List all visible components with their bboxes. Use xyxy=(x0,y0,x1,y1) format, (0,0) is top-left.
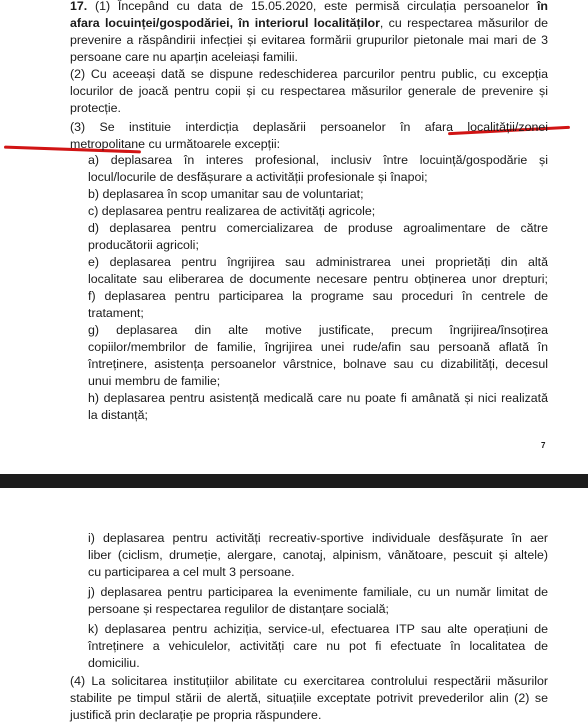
page2-line xyxy=(88,655,140,672)
page1-line xyxy=(70,136,280,153)
text-run: h) deplasarea pentru asistență medicală care nu poate fi amânată și nici realizată xyxy=(88,391,548,405)
text-run: întreținere a vehiculelor, activități care nu pot fi efectuate în localitatea de xyxy=(88,639,548,653)
page1-line xyxy=(88,373,220,390)
text-run: întreținere, asistența persoanelor vârstnice, bolnave sau cu dizabilități, decesul xyxy=(88,357,548,371)
text-run: localitate sau eliberarea de documente necesare pentru obținerea unor drepturi; xyxy=(88,272,548,286)
text-run: la distanță; xyxy=(88,408,148,422)
text-run: tratament; xyxy=(88,306,144,320)
page1-line xyxy=(70,49,298,66)
page1-line xyxy=(70,83,548,117)
text-run: (2) Cu aceeași dată se dispune redeschiderea parcurilor pentru public, cu excepția xyxy=(70,67,548,81)
text-run: persoane și respectarea regulilor de distanțare socială; xyxy=(88,602,389,616)
text-run: prevenire a răspândirii infecției și evitarea formării grupurilor pietonale mai mari de 3 xyxy=(70,33,548,47)
page1-line xyxy=(88,407,148,424)
page2-line xyxy=(88,601,389,618)
page-separator xyxy=(0,474,588,488)
page1-line xyxy=(88,186,364,203)
page2-line xyxy=(88,638,548,672)
text-run: copiilor/membrilor de familie, îngrijirea unei rude/afin sau persoană aflată în xyxy=(88,340,548,354)
text-run: stabilite pe timpul stării de alertă, situațiile exceptate potrivit prevederilor alin (2) se xyxy=(70,691,548,705)
text-run: k) deplasarea pentru achiziția, service-ul, efectuarea ITP sau alte operațiuni de xyxy=(88,622,548,636)
text-run: , cu respectarea măsurilor de xyxy=(379,16,548,30)
text-run: producătorii agricoli; xyxy=(88,238,199,252)
bold-run: afara locuinței/gospodăriei, în interiorul localităților xyxy=(70,16,380,30)
page1-line xyxy=(70,100,121,117)
text-run: cu participarea a cel mult 3 persoane. xyxy=(88,565,295,579)
text-run: protecție. xyxy=(70,101,121,115)
text-run: persoane care nu aparțin aceleiași familii. xyxy=(70,50,298,64)
text-run: locurilor de joacă pentru copii și cu respectarea măsurilor generale de prevenire și xyxy=(70,84,548,98)
text-run: e) deplasarea pentru îngrijirea sau administrarea unei proprietăți din altă xyxy=(88,255,548,269)
page1-line xyxy=(88,237,199,254)
text-run: metropolitane cu următoarele excepții: xyxy=(70,137,281,151)
page1-line xyxy=(88,203,375,220)
text-run: (3) Se instituie interdicția deplasării persoanelor în afara localității/zonei xyxy=(70,120,548,134)
text-run: d) deplasarea pentru comercializarea de produse agroalimentare de către xyxy=(88,221,548,235)
page1-line xyxy=(88,305,144,322)
page1-line xyxy=(88,169,428,186)
text-run: a) deplasarea în interes profesional, inclusiv între locuință/gospodărie și xyxy=(88,153,548,167)
text-run: i) deplasarea pentru activități recreativ-sportive individuale desfășurate în aer xyxy=(88,531,548,545)
page2-line xyxy=(88,564,295,581)
text-run: b) deplasarea în scop umanitar sau de voluntariat; xyxy=(88,187,364,201)
bold-run: în xyxy=(536,0,548,13)
text-run: (4) La solicitarea instituțiilor abilitate cu exercitarea controlului respectării măsurilor xyxy=(70,674,548,688)
text-run: c) deplasarea pentru realizarea de activități agricole; xyxy=(88,204,376,218)
text-run: unui membru de familie; xyxy=(88,374,221,388)
page1-line xyxy=(88,390,548,424)
page1-line xyxy=(88,288,548,322)
text-run: g) deplasarea din alte motive justificate, precum îngrijirea/însoțirea xyxy=(88,323,548,337)
text-run: f) deplasarea pentru participarea la programe sau proceduri în centrele de xyxy=(88,289,548,303)
text-run: justifică prin declarație pe propria răspundere. xyxy=(70,708,322,722)
page2-line xyxy=(70,707,321,724)
text-run: liber (ciclism, drumeție, alergare, canotaj, alpinism, vânătoare, pescuit și altele) xyxy=(88,548,548,562)
page-number: 7 xyxy=(541,441,546,450)
text-run: (1) Începând cu data de 15.05.2020, este permisă circulația persoanelor xyxy=(87,0,537,13)
text-run: 17. xyxy=(70,0,88,13)
text-run: locul/locurile de desfășurare a activității profesionale și înapoi; xyxy=(88,170,428,184)
text-run: domiciliu. xyxy=(88,656,140,670)
text-run: j) deplasarea pentru participarea la evenimente familiale, cu un număr limitat de xyxy=(88,585,548,599)
